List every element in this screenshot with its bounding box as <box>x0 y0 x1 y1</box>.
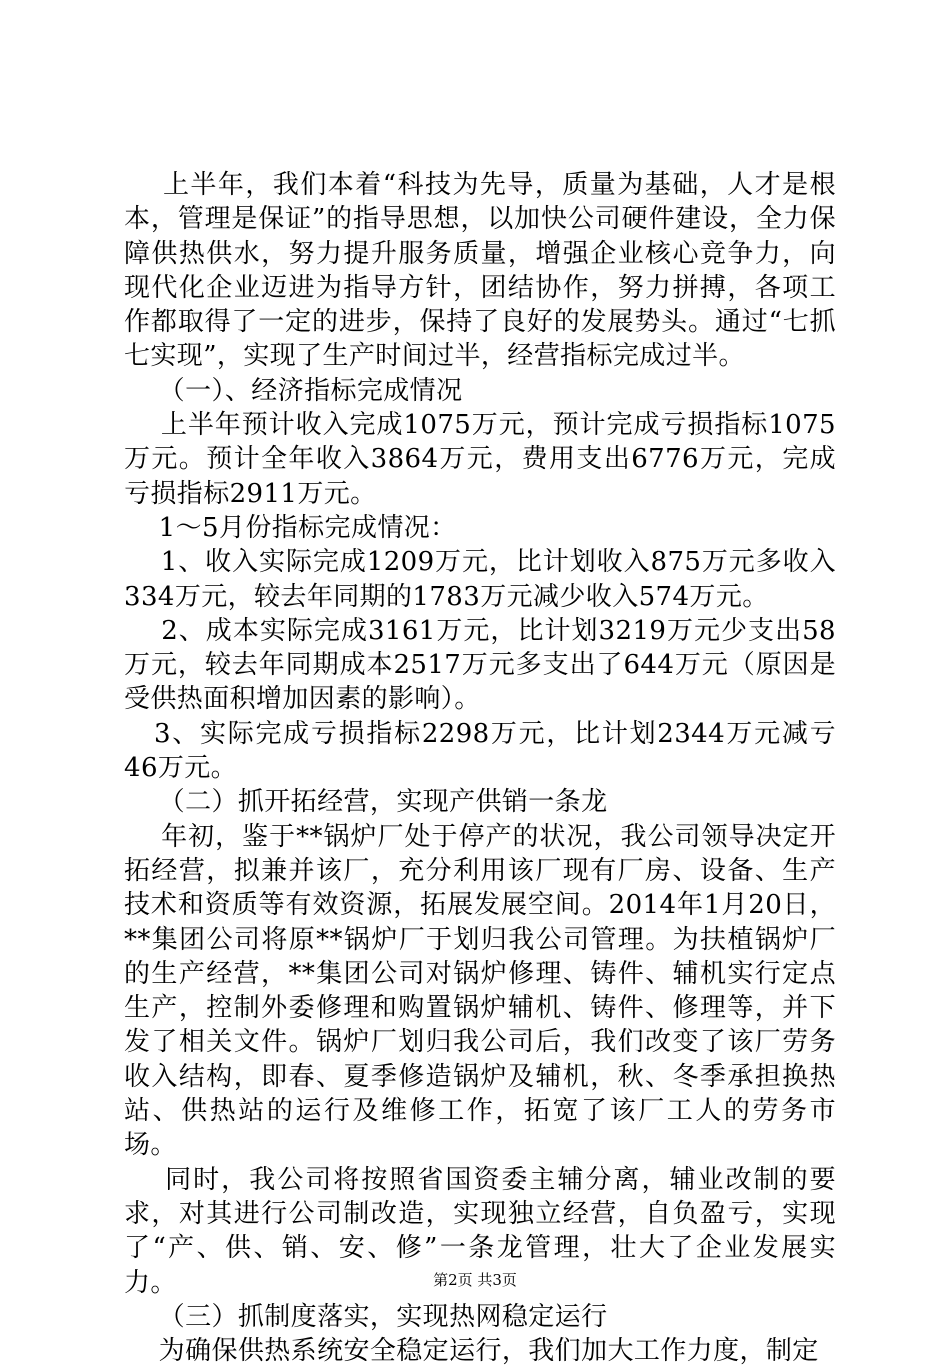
paragraph-cost-item: 2、成本实际完成3161万元，比计划3219万元少支出58万元，较去年同期成本2517万元多支出了644万元（原因是受供热面积增加因素的影响）。 <box>124 615 836 715</box>
paragraph-jan-may-heading: 1～5月份指标完成情况： <box>124 512 457 543</box>
page-footer: 第2页 共3页 <box>433 1271 517 1289</box>
heading-system-implementation: （三）抓制度落实，实现热网稳定运行 <box>124 1301 608 1332</box>
paragraph-half-year-forecast: 上半年预计收入完成1075万元，预计完成亏损指标1075万元。预计全年收入3864万元，费用支出6776万元，完成亏损指标2911万元。 <box>124 410 836 509</box>
paragraph-intro: 上半年，我们本着“科技为先导，质量为基础，人才是根本，管理是保证”的指导思想，以加快公司硬件建设，全力保障供热供水，努力提升服务质量，增强企业核心竞争力，向现代化企业迈进为指导方针，团结协作，努力拼搏，各项工作都取得了一定的进步，保持了良好的发展势头。通过“七抓七实现”，实现了生产时间过半，经营指标完成过半。 <box>124 170 836 372</box>
paragraph-heating-safety: 为确保供热系统安全稳定运行，我们加大工作力度，制定 <box>124 1336 819 1367</box>
heading-economic-indicators: （一）、经济指标完成情况 <box>124 375 463 406</box>
paragraph-loss-item: 3、实际完成亏损指标2298万元，比计划2344万元减亏46万元。 <box>124 718 836 784</box>
paragraph-boiler-factory: 年初，鉴于**锅炉厂处于停产的状况，我公司领导决定开拓经营，拟兼并该厂，充分利用该厂现有厂房、设备、生产技术和资质等有效资源，拓展发展空间。2014年1月20日，**集团公司将原**锅炉厂于划归我公司管理。为扶植锅炉厂的生产经营，**集团公司对锅炉修理、铸件、辅机实行定点生产，控制外委修理和购置锅炉辅机、铸件、修理等，并下发了相关文件。锅炉厂划归我公司后，我们改变了该厂劳务收入结构，即春、夏季修造锅炉及辅机，秋、冬季承担换热站、供热站的运行及维修工作，拓宽了该厂工人的劳务市场。 <box>124 821 836 1161</box>
paragraph-income-item: 1、收入实际完成1209万元，比计划收入875万元多收入334万元，较去年同期的1783万元减少收入574万元。 <box>124 547 836 612</box>
heading-business-expansion: （二）抓开拓经营，实现产供销一条龙 <box>124 787 608 818</box>
body-text <box>124 168 836 1368</box>
paragraph-restructuring: 同时，我公司将按照省国资委主辅分离，辅业改制的要求，对其进行公司制改造，实现独立经营，自负盈亏，实现了“产、供、销、安、修”一条龙管理，壮大了企业发展实力。 <box>124 1164 836 1298</box>
